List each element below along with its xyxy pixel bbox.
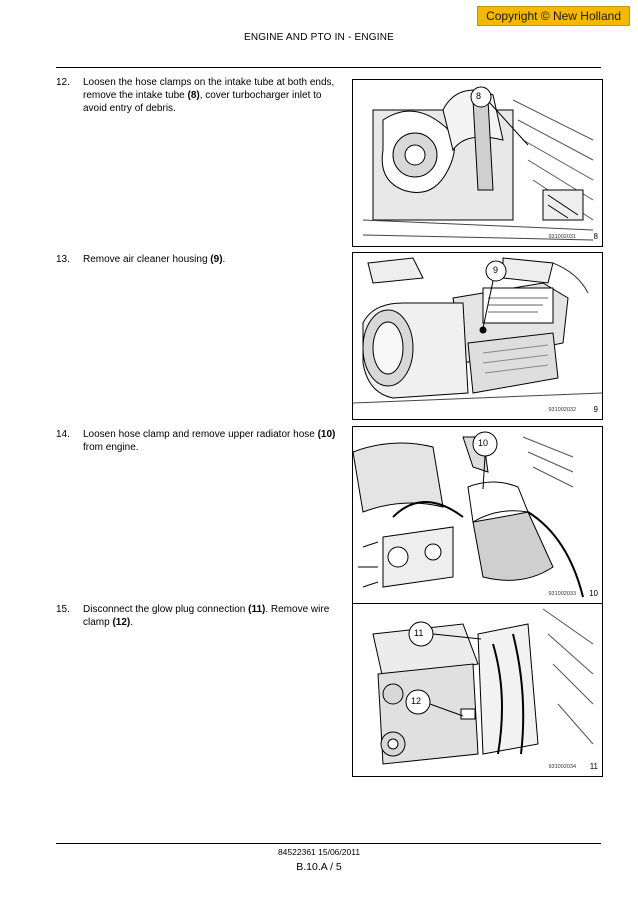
- callout-label: 12: [411, 696, 422, 706]
- figure-10: [352, 426, 603, 604]
- radiator-hose-illustration: [353, 427, 602, 603]
- step-text: Loosen the hose clamps on the intake tube at both ends, remove the intake tube (8), cover turbocharger inlet to avoid entry of debris.: [83, 77, 335, 114]
- engine-illustration: [353, 80, 602, 246]
- step-number: 14.: [56, 429, 70, 440]
- step-number: 13.: [56, 254, 70, 265]
- glow-plug-illustration: [353, 604, 602, 776]
- step-15: [56, 603, 336, 633]
- step-number: 12.: [56, 77, 70, 88]
- footer-doc-reference: 84522361 15/06/2011: [277, 847, 361, 857]
- figure-number: 8: [593, 232, 598, 241]
- copyright-badge: Copyright © New Holland: [477, 6, 630, 26]
- callout-label: 11: [414, 628, 424, 638]
- header-rule: [56, 67, 601, 68]
- figure-9: [352, 252, 603, 420]
- step-text: Remove air cleaner housing (9).: [83, 254, 226, 265]
- step-13: [56, 253, 336, 273]
- figure-code: 931002032: [548, 407, 576, 413]
- figure-number: 11: [589, 762, 598, 771]
- figure-number: 9: [593, 405, 598, 414]
- figure-code: 931002031: [548, 234, 576, 240]
- step-text: Disconnect the glow plug connection (11). Remove wire clamp (12).: [83, 604, 330, 628]
- page-header-title: ENGINE AND PTO IN - ENGINE: [243, 32, 395, 43]
- callout-label: 9: [493, 265, 499, 275]
- figure-11: [352, 603, 603, 777]
- callout-label: 10: [478, 438, 489, 448]
- figure-8: [352, 79, 603, 247]
- figure-code: 931002033: [548, 591, 576, 597]
- step-12: [56, 76, 336, 116]
- footer-rule: [56, 843, 601, 844]
- air-cleaner-illustration: [353, 253, 602, 419]
- step-number: 15.: [56, 604, 70, 615]
- figure-code: 931002034: [548, 764, 576, 770]
- step-14: [56, 428, 336, 458]
- callout-label: 8: [476, 91, 482, 101]
- footer-page-number: B.10.A / 5: [296, 861, 342, 873]
- step-text: Loosen hose clamp and remove upper radiator hose (10) from engine.: [83, 429, 336, 453]
- figure-number: 10: [589, 589, 598, 598]
